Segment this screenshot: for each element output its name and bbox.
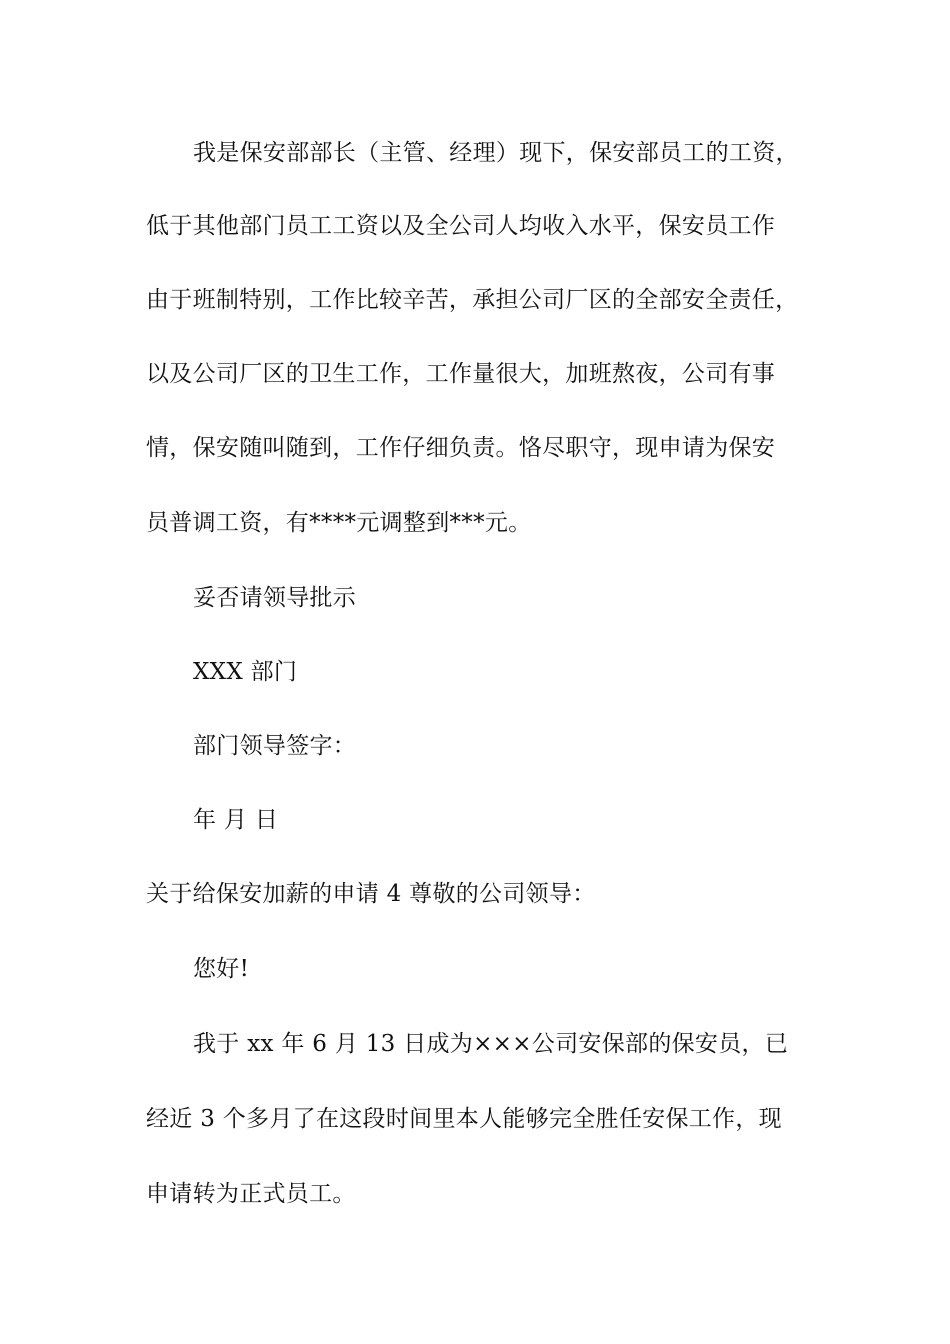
signature-line: 部门领导签字： [193, 733, 357, 759]
paragraph-line: 低于其他部门员工工资以及全公司人均收入水平，保安员工作 [146, 213, 776, 239]
date-line: 年 月 日 [193, 807, 279, 833]
paragraph-line: 我是保安部部长（主管、经理）现下，保安部员工的工资， [193, 140, 799, 166]
paragraph-line: 我于 xx 年 6 月 13 日成为×××公司安保部的保安员，已 [193, 1031, 789, 1057]
paragraph-line: 申请转为正式员工。 [146, 1181, 356, 1207]
department-line: XXX 部门 [193, 659, 298, 685]
greeting-line: 您好! [193, 956, 250, 982]
section-heading-line: 关于给保安加薪的申请 4 尊敬的公司领导： [146, 881, 596, 907]
paragraph-line: 员普调工资，有****元调整到***元。 [146, 510, 532, 536]
paragraph-line: 情，保安随叫随到，工作仔细负责。恪尽职守，现申请为保安 [146, 435, 776, 461]
paragraph-line: 经近 3 个多月了在这段时间里本人能够完全胜任安保工作，现 [146, 1106, 782, 1132]
paragraph-line: 由于班制特别，工作比较辛苦，承担公司厂区的全部安全责任， [146, 287, 799, 313]
paragraph-line: 以及公司厂区的卫生工作，工作量很大，加班熬夜，公司有事 [146, 361, 776, 387]
approval-request-line: 妥否请领导批示 [193, 585, 357, 611]
